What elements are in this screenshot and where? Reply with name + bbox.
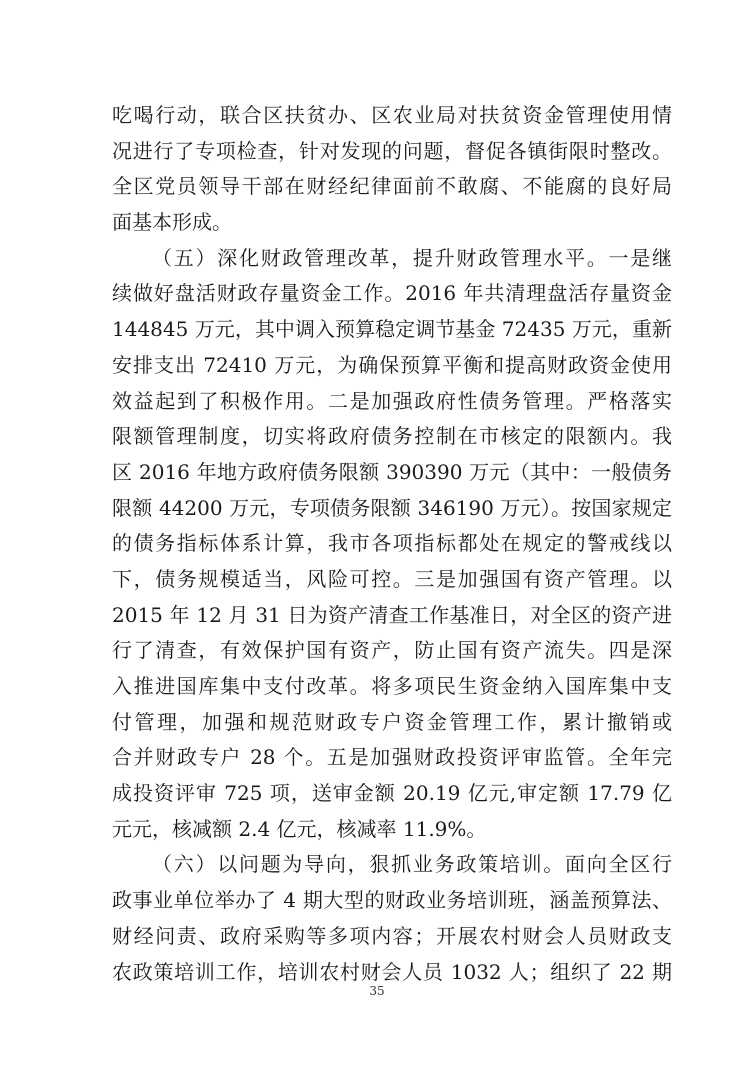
text-line: （五）深化财政管理改革，提升财政管理水平。一是继 <box>152 245 672 270</box>
paragraph <box>112 241 672 848</box>
text-line: 政事业单位举办了 4 期大型的财政业务培训班，涵盖预算法、 <box>112 888 672 913</box>
text-line: 况进行了专项检查，针对发现的问题，督促各镇街限时整改。 <box>112 138 672 163</box>
text-line: 安排支出 72410 万元，为确保预算平衡和提高财政资金使用 <box>112 352 672 377</box>
text-line: 2015 年 12 月 31 日为资产清查工作基准日，对全区的资产进 <box>112 602 672 627</box>
text-line: 限额 44200 万元，专项债务限额 346190 万元）。按国家规定 <box>112 495 672 520</box>
text-line: 全区党员领导干部在财经纪律面前不敢腐、不能腐的良好局 <box>112 174 672 199</box>
text-line: （六）以问题为导向，狠抓业务政策培训。面向全区行 <box>152 852 672 877</box>
text-line: 效益起到了积极作用。二是加强政府性债务管理。严格落实 <box>112 388 672 413</box>
text-line: 合并财政专户 28 个。五是加强财政投资评审监管。全年完 <box>112 745 672 770</box>
paragraph <box>112 847 672 990</box>
text-line: 续做好盘活财政存量资金工作。2016 年共清理盘活存量资金 <box>112 281 672 306</box>
text-line: 下，债务规模适当，风险可控。三是加强国有资产管理。以 <box>112 566 672 591</box>
text-line: 限额管理制度，切实将政府债务控制在市核定的限额内。我 <box>112 424 672 449</box>
text-line: 成投资评审 725 项，送审金额 20.19 亿元,审定额 17.79 亿 <box>112 781 672 806</box>
text-line: 区 2016 年地方政府债务限额 390390 万元（其中：一般债务 <box>112 459 672 484</box>
document-body <box>112 98 672 990</box>
page-number: 35 <box>369 984 385 998</box>
text-line: 的债务指标体系计算，我市各项指标都处在规定的警戒线以 <box>112 531 672 556</box>
text-line: 面基本形成。 <box>112 210 232 235</box>
text-line: 元元，核减额 2.4 亿元，核减率 11.9%。 <box>112 816 487 841</box>
text-line: 吃喝行动，联合区扶贫办、区农业局对扶贫资金管理使用情 <box>112 103 672 127</box>
text-line: 行了清查，有效保护国有资产，防止国有资产流失。四是深 <box>112 638 672 663</box>
text-line: 付管理，加强和规范财政专户资金管理工作，累计撤销或 <box>112 709 672 734</box>
text-line: 144845 万元，其中调入预算稳定调节基金 72435 万元，重新 <box>112 317 672 342</box>
text-line: 财经问责、政府采购等多项内容；开展农村财会人员财政支 <box>112 923 672 948</box>
text-line: 农政策培训工作，培训农村财会人员 1032 人；组织了 22 期 <box>112 959 672 984</box>
paragraph <box>112 98 672 241</box>
text-line: 入推进国库集中支付改革。将多项民生资金纳入国库集中支 <box>112 674 672 698</box>
